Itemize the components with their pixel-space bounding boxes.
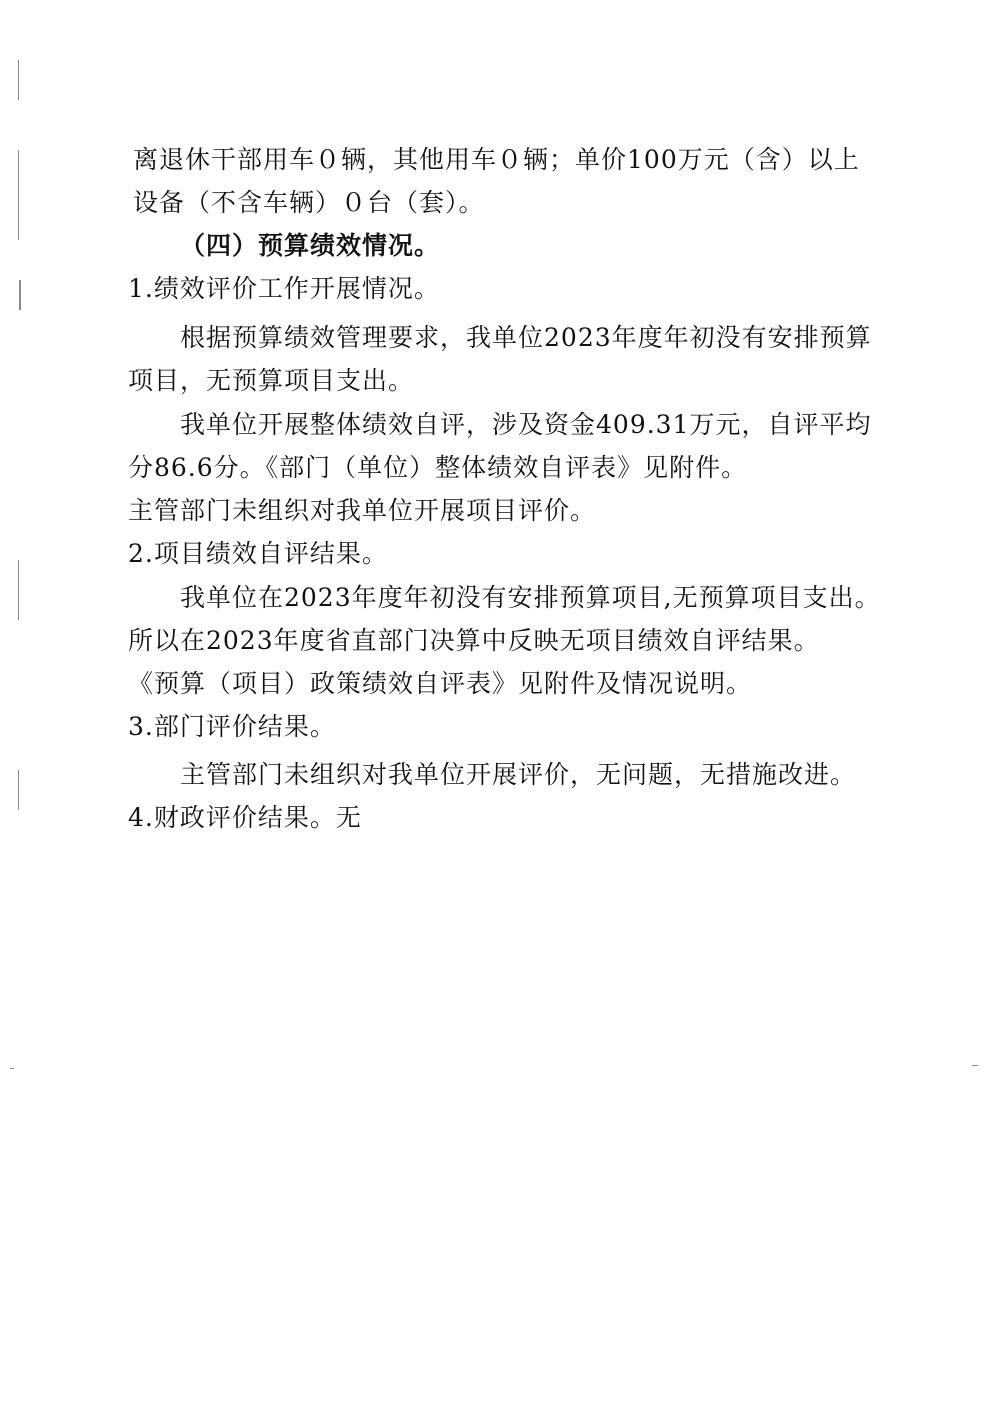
- paragraph-line: 主管部门未组织对我单位开展项目评价。: [128, 496, 597, 525]
- subsection-heading: 1.绩效评价工作开展情况。: [128, 274, 440, 303]
- paragraph-line: 我单位开展整体绩效自评，涉及资金409.31万元，自评平均: [180, 410, 872, 439]
- paragraph-line: 《预算（项目）政策绩效自评表》见附件及情况说明。: [128, 669, 753, 698]
- scan-artifact: [18, 560, 19, 620]
- section-heading: （四）预算绩效情况。: [180, 231, 441, 260]
- subsection-heading: 2.项目绩效自评结果。: [128, 539, 388, 568]
- subsection-heading: 4.财政评价结果。无: [128, 803, 362, 832]
- scan-artifact: [18, 150, 19, 240]
- paragraph-line: 所以在2023年度省直部门决算中反映无项目绩效自评结果。: [128, 626, 820, 655]
- paragraph-line: 我单位在2023年度年初没有安排预算项目,无预算项目支出。: [180, 583, 881, 612]
- scan-artifact: [972, 1065, 978, 1066]
- scan-artifact: [18, 60, 19, 100]
- paragraph-line: 项目，无预算项目支出。: [128, 366, 415, 395]
- paragraph-line: 设备（不含车辆）０台（套）。: [133, 188, 485, 217]
- paragraph-line: 主管部门未组织对我单位开展评价，无问题，无措施改进。: [180, 760, 857, 789]
- paragraph-line: 离退休干部用车０辆，其他用车０辆；单价100万元（含）以上: [133, 145, 860, 174]
- paragraph-line: 分86.6分。《部门（单位）整体绩效自评表》见附件。: [128, 453, 748, 482]
- paragraph-line: 根据预算绩效管理要求，我单位2023年度年初没有安排预算: [180, 323, 872, 352]
- scan-artifact: [10, 1068, 14, 1069]
- scan-artifact: [18, 770, 19, 810]
- scan-artifact: [19, 280, 21, 310]
- subsection-heading: 3.部门评价结果。: [128, 712, 336, 741]
